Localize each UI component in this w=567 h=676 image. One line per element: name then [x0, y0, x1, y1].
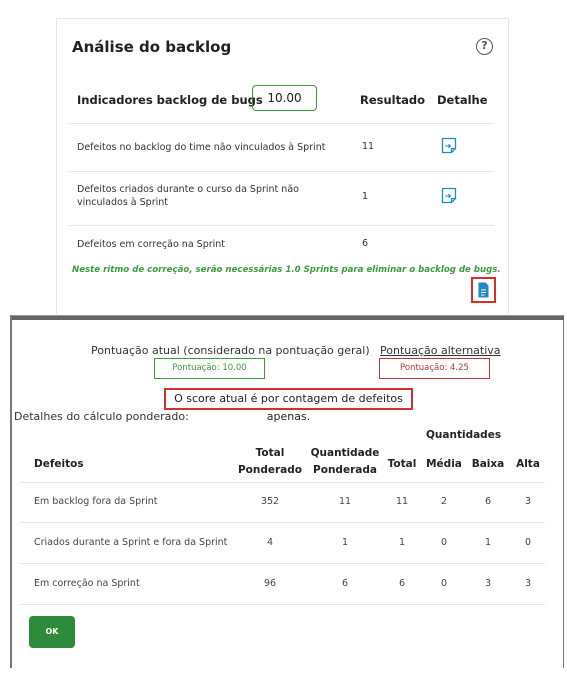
weighted-score-modal	[10, 315, 564, 668]
table-cell: 352	[260, 496, 280, 507]
row-divider	[69, 225, 494, 226]
table-cell: 6	[341, 578, 349, 589]
table-cell: 96	[263, 578, 277, 589]
detail-column-header: Detalhe	[437, 93, 488, 107]
row-label: Defeitos criados durante o curso da Sprint não vinculados à Sprint	[77, 184, 299, 208]
weighted-quantity-header: Quantidade Ponderada	[310, 447, 380, 476]
table-divider	[20, 482, 545, 483]
row-value: 11	[362, 141, 375, 152]
table-cell: 11	[395, 496, 409, 507]
table-cell: 3	[524, 578, 532, 589]
row-divider	[69, 123, 494, 124]
table-divider	[20, 604, 545, 605]
modal-top-border	[12, 316, 564, 320]
table-cell: 1	[398, 537, 406, 548]
help-icon[interactable]: ?	[476, 38, 493, 55]
table-cell: 1	[341, 537, 349, 548]
backlog-forecast-note: Neste ritmo de correção, serão necessárias 1.0 Sprints para eliminar o backlog de bugs.	[72, 265, 501, 275]
medium-header: Média	[426, 458, 462, 470]
alternative-score-label: Pontuação alternativa	[380, 344, 501, 357]
row-label: Defeitos no backlog do time não vinculados à Sprint	[77, 142, 326, 153]
score-explanation-note: O score atual é por contagem de defeitos apenas.	[164, 388, 413, 410]
detail-icon[interactable]	[441, 187, 457, 204]
card-title: Análise do backlog	[72, 38, 232, 56]
table-row-label: Criados durante a Sprint e fora da Sprint	[34, 537, 228, 548]
row-value: 6	[362, 238, 369, 249]
quantities-header: Quantidades	[426, 429, 502, 441]
result-column-header: Resultado	[360, 93, 426, 107]
table-cell: 0	[440, 537, 448, 548]
backlog-analysis-card	[56, 18, 509, 314]
table-cell: 6	[398, 578, 406, 589]
calculation-details-title: Detalhes do cálculo ponderado:	[14, 410, 189, 423]
table-divider	[20, 563, 545, 564]
table-cell: 0	[440, 578, 448, 589]
alternative-score-badge: Pontuação: 4.25	[379, 358, 490, 379]
row-label: Defeitos em correção na Sprint	[77, 239, 226, 250]
table-cell: 3	[484, 578, 492, 589]
ok-button[interactable]: OK	[29, 616, 75, 648]
table-cell: 0	[524, 537, 532, 548]
defects-header: Defeitos	[34, 458, 84, 470]
total-header: Total	[387, 458, 417, 470]
table-divider	[20, 522, 545, 523]
detail-icon[interactable]	[441, 137, 457, 154]
high-header: Alta	[516, 458, 540, 470]
current-score-badge: Pontuação: 10.00	[154, 358, 265, 379]
table-cell: 2	[440, 496, 448, 507]
current-score-label: Pontuação atual (considerado na pontuação geral)	[91, 344, 370, 357]
total-weighted-header: Total Ponderado	[237, 447, 302, 476]
row-divider	[69, 171, 494, 172]
table-cell: 3	[524, 496, 532, 507]
indicators-header-label: Indicadores backlog de bugs	[77, 93, 263, 107]
table-cell: 6	[484, 496, 492, 507]
indicator-score-field[interactable]: 10.00	[252, 85, 317, 111]
table-row-label: Em backlog fora da Sprint	[34, 496, 158, 507]
low-header: Baixa	[471, 458, 505, 470]
report-button[interactable]	[471, 277, 496, 303]
table-cell: 1	[484, 537, 492, 548]
table-cell: 11	[338, 496, 352, 507]
report-document-icon	[478, 282, 489, 298]
table-cell: 4	[266, 537, 274, 548]
table-row-label: Em correção na Sprint	[34, 578, 140, 589]
row-value: 1	[362, 191, 369, 202]
